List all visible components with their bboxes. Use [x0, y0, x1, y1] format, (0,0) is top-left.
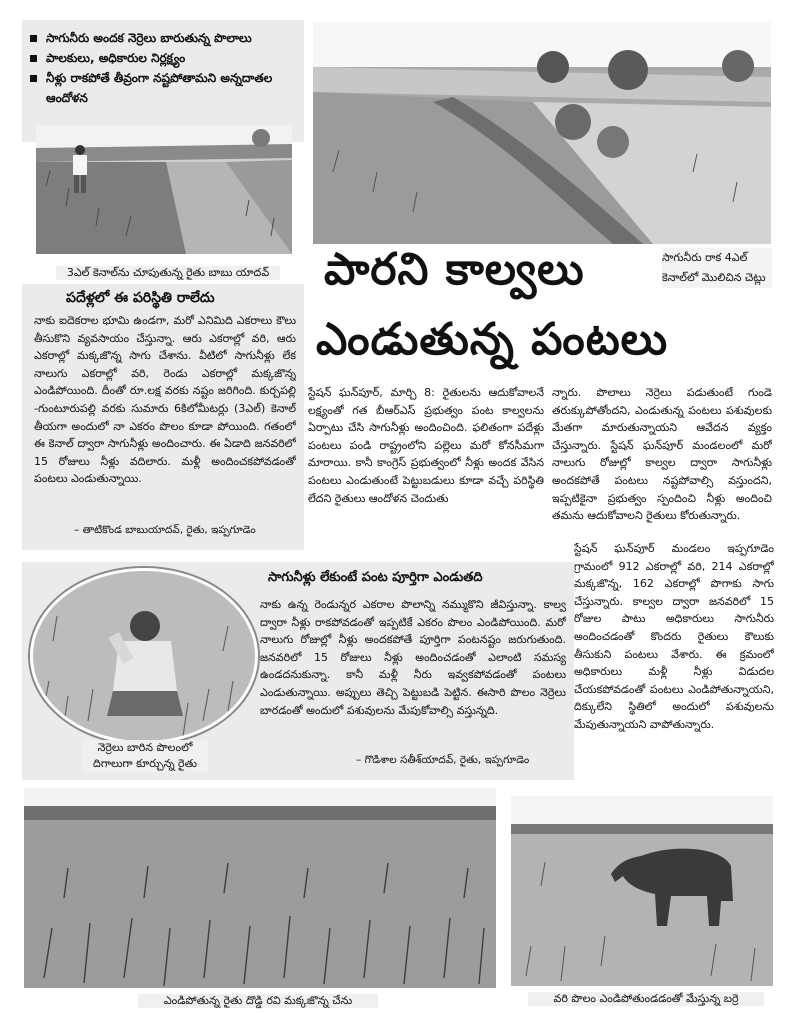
- caption-farmer-canal: 3ఎల్ కెనాల్‌ను చూపుతున్న రైతు బాబు యాదవ్: [56, 266, 280, 280]
- caption-dry-canal-text: సాగునీరు రాక 4ఎల్ కెనాల్‌లో మొలిచిన చెట్లు: [662, 251, 766, 284]
- quote-box-1-credit: – తాటికొండ బాబుయాదవ్, రైతు, ఇప్పగూడెం: [74, 524, 256, 536]
- photo-maize-field: [24, 788, 496, 988]
- photo-dry-canal: [313, 22, 771, 244]
- headline-line-1: పారని కాల్వలు: [324, 244, 585, 295]
- bullet-item: సాగునీరు అందక నెర్రెలు బారుతున్న పొలాలు: [30, 28, 302, 48]
- caption-sitting-farmer-text: నెర్రెలు బారిన పొలంలో దిగాలుగా కూర్చున్న రైతు: [93, 741, 197, 770]
- quote-box-2-text: నాకు ఉన్న రెండున్నర ఎకరాల పొలాన్ని నమ్ముకొని జీవిస్తున్నా. కాల్వ ద్వారా నీళ్లు రాకపోవడంతో ఇప్పటికే ఎకరం పొలం ఎండిపోయింది. మరో నాలుగు రోజుల్లో నీళ్లు అందకపోతే పూర్తిగా పంటనష్టం జరుగుతుంది. జనవరిలో 15 రోజులు నీళ్లు అందించడంతో ఎలాంటి సమస్య ఉండదనుకున్నా. కానీ మళ్లీ నీరు ఇవ్వకపోవడంతో పంటలు ఎండుతున్నాయి. అప్పులు తెచ్చి పెట్టుబడి పెట్టిన. ఈసారి పొలం నెర్రెలు బారడంతో అందులో పశువులను మేపుకోవాల్సి వస్తున్నది.: [260, 598, 566, 717]
- quote-box-1-title: పదేళ్లలో ఈ పరిస్థితి రాలేదు: [66, 290, 215, 306]
- photo-sitting-farmer: [30, 568, 258, 744]
- caption-buffalo: వరి పొలం ఎండిపోతుండడంతో మేస్తున్న బర్రె: [528, 992, 764, 1006]
- caption-dry-canal: [662, 248, 772, 288]
- photo-farmer-canal: [36, 126, 292, 254]
- photo-buffalo-field: [511, 796, 773, 986]
- bullet-list: [30, 28, 302, 108]
- article-column-2b: స్టేషన్ ఘన్‌పూర్ మండలం ఇప్పగూడెం గ్రామంలో 912 ఎకరాల్లో వరి, 214 ఎకరాల్లో మక్కజొన్న, 162 ఎకరాల్లో పొగాకు సాగు చేస్తున్నారు. కాల్వల ద్వారా జనవరిలో 15 రోజుల పాటు అధికారులు సాగునీరు అందించడంతో కొందరు రైతులు కౌలుకు తీసుకుని పంటలు వేశారు. ఈ క్రమంలో అధికారులు మళ్లీ నీళ్లు విడుదల చేయకపోవడంతో పంటలు ఎండిపోతున్నాయని, దిక్కులేని స్థితిలో అందులో పశువులను మేపుతున్నాయని వాపోతున్నారు.: [574, 542, 774, 731]
- quote-box-1-text: నాకు ఐదెకరాల భూమి ఉండగా, మరో ఎనిమిది ఎకరాలు కౌలు తీసుకొని వ్యవసాయం చేస్తున్నా. ఆరు ఎకరాల్లో వరి, ఆరు ఎకరాల్లో మక్కజొన్న సాగు చేశాను. వీటిలో సాగునీళ్లు లేక నాలుగు ఎకరాల్లో వరి, రెండు ఎకరాల్లో మక్కజొన్న ఎండిపోయింది. దీంతో రూ.లక్ష వరకు నష్టం జరిగింది. కుర్చపల్లి -గుంటూరుపల్లి వరకు సుమారు 6కిలోమీటర్లు (3ఎల్) కెనాల్ తీయగా అందులో నా ఎకరం పొలం కూడా పోయింది. గతంలో ఈ కెనాల్ ద్వారా సాగునీళ్లు అందించారు. ఈ ఏడాది జనవరిలో 15 రోజులు నీళ్లు వదిలారు. మళ్లీ అందించకపోవడంతో పంటలు ఎండుతున్నాయి.: [34, 314, 296, 486]
- bullet-item: నీళ్లు రాకపోతే తీవ్రంగా నష్టపోతామని అన్నదాతల ఆందోళన: [30, 68, 302, 108]
- article-column-1: స్టేషన్ ఘన్‌పూర్, మార్చి 8: రైతులను ఆదుకోవాలనే లక్ష్యంతో గత బీఆర్ఎస్ ప్రభుత్వం పంట కాల్వలను ఏర్పాటు చేసి సాగునీళ్లు అందించింది. ఫలితంగా పదేళ్లు పంటలు పండి రాష్ట్రంలోని పల్లెలు మరో కోనసీమగా మారాయి. కానీ కాంగ్రెస్ ప్రభుత్వంలో నీళ్లు అందక వేసిన పంటలు ఎండుతుంటే పెట్టుబడులు కూడా వచ్చే పరిస్థితి లేదని రైతులు ఆందోళన చెందుతు: [308, 386, 544, 505]
- caption-sitting-farmer: [82, 740, 208, 772]
- caption-maize: ఎండిపోతున్న రైతు దొడ్డి రవి మక్కజొన్న చేను: [138, 994, 378, 1008]
- headline-line-2: ఎండుతున్న పంటలు: [316, 314, 669, 365]
- quote-box-2-credit: – గొడిశాల సతీశ్‌యాదవ్, రైతు, ఇప్పగూడెం: [356, 754, 530, 766]
- article-column-2a: న్నారు. పొలాలు నెర్రెలు పడుతుంటే గుండె తరుక్కుపోతోందని, ఎండుతున్న పంటలు పశువులకు మేతగా మారుతున్నాయని ఆవేదన వ్యక్తం చేస్తున్నారు. స్టేషన్ ఘన్‌పూర్ మండలంలో మరో నాలుగు రోజుల్లో కాల్వల ద్వారా సాగునీళ్లు అందకపోతే పంటలు నష్టపోవాల్సి వస్తుందని, ఇప్పటికైనా ప్రభుత్వం స్పందించి నీళ్లు అందించి తమను ఆదుకోవాలని రైతులు కోరుతున్నారు.: [552, 386, 772, 523]
- quote-box-2-title: సాగునీళ్లు లేకుంటే పంట పూర్తిగా ఎండుతది: [268, 570, 483, 585]
- bullet-item: పాలకులు, అధికారుల నిర్లక్ష్యం: [30, 48, 302, 68]
